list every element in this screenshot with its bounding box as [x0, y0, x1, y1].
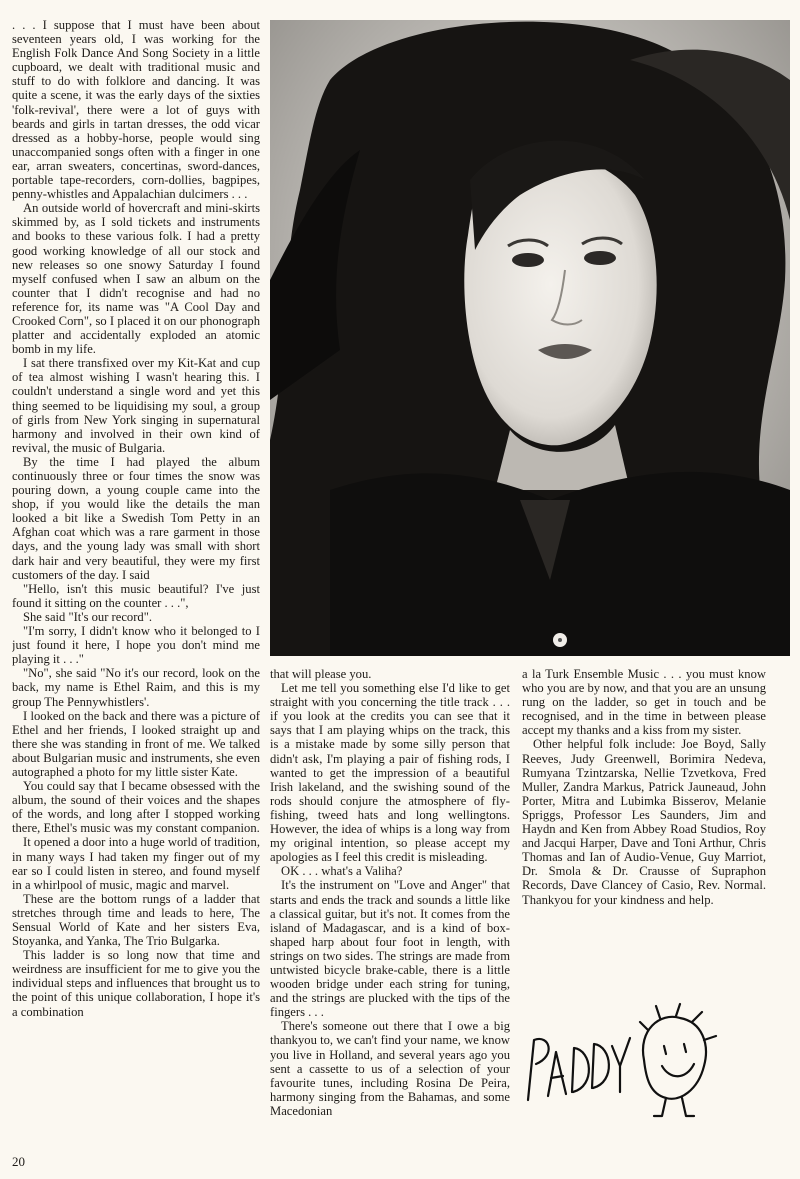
text-column-2	[270, 667, 510, 1152]
paragraph: It opened a door into a huge world of tradition, in many ways I had taken my finger out of my ear so I could listen in stereo, and found myself in a whirlpool of music, magic and marvel.	[12, 835, 260, 892]
text-column-1	[12, 18, 260, 1150]
signature-text: PADDY	[520, 1000, 524, 1001]
paragraph: She said "It's our record".	[23, 609, 153, 624]
paragraph: "No", she said "No it's our record, look on the back, my name is Ethel Raim, and this is my group The Pennywhistlers'.	[12, 666, 260, 709]
paragraph: There's someone out there that I owe a big thankyou to, we can't find your name, we know you live in Holland, and several years ago you sent a cassette to us of a selection of your favourite tunes, including Rosina De Peira, harmony singing from the Bahamas, and some Macedonian	[270, 1019, 510, 1118]
paragraph: "I'm sorry, I didn't know who it belonged to I just found it here, I hope you don't mind me playing it . . ."	[12, 624, 260, 667]
paragraph: I looked on the back and there was a picture of Ethel and her friends, I looked straight up and there she was standing in front of me. We talked about Bulgarian music and instruments, she even autographed a photo for my little sister Kate.	[12, 708, 260, 779]
paragraph: By the time I had played the album continuously three or four times the snow was pouring down, a young couple came into the shop, if you would like the details the man looked a bit like a Swedish Tom Petty in an Afghan coat which was a rare garment in those days, and the young lady was small with short dark hair and very beautiful, they were my first customers of the day. I said	[12, 454, 260, 582]
paragraph: that will please you.	[270, 667, 372, 681]
paragraph: I sat there transfixed over my Kit-Kat and cup of tea almost wishing I wasn't hearing this. I couldn't understand a single word and yet this thing seemed to be liquidising my soul, a group of girls from New York singing in supernatural harmony and involved in their own kind of revival, the music of Bulgaria.	[12, 356, 260, 455]
paragraph: . . . I suppose that I must have been about seventeen years old, I was working for the English Folk Dance And Song Society in a little cupboard, we dealt with traditional music and stuff to do with folklore and dancing. It was quite a scene, it was the early days of the sixties 'folk-revival', there were a lot of guys with beards and girls in tartan dresses, the odd vicar dressed as a hobby-horse, people would sing unaccompanied songs often with a finger in one ear, arran sweaters, concertinas, sword-dances, portable tape-recorders, corn-dollies, bagpipes, penny-whistles and Appalachian dulcimers . . .	[12, 18, 260, 202]
paragraph: You could say that I became obsessed with the album, the sound of their voices and the shapes of the words, and long after I stopped working there, Ethel's music was my constant companion.	[12, 779, 260, 836]
paragraph: a la Turk Ensemble Music . . . you must know who you are by now, and that you are an unsung rung on the ladder, so get in touch and be recognised, and in the time in between please accept my thanks and a kiss from my sister.	[522, 667, 766, 738]
paragraph: This ladder is so long now that time and weirdness are insufficient for me to give you the individual steps and influences that brought us to the point of this unique collaboration, I hope it's a combination	[12, 948, 260, 1019]
portrait-photo	[270, 20, 790, 656]
paragraph: An outside world of hovercraft and mini-skirts skimmed by, as I sold tickets and instruments and books to these various folk. I had a pretty good working knowledge of all our stock and new releases so one snowy Saturday I found myself confused when I saw an album on the counter that I didn't recognise and had no reference for, its name was "A Cool Day and Crooked Corn", so I placed it on our phonograph platter and accidentally exploded an atomic bomb in my life.	[12, 201, 260, 357]
paragraph: These are the bottom rungs of a ladder that stretches through time and leads to here, The Sensual World of Kate and her sisters Eva, Stoyanka, and Yanka, The Trio Bulgarka.	[12, 891, 260, 949]
paragraph: OK . . . what's a Valiha?	[281, 864, 403, 879]
signature-doodle	[520, 1000, 720, 1120]
page-number: 20	[12, 1154, 25, 1169]
paragraph: Let me tell you something else I'd like to get straight with you concerning the title track . . . if you look at the credits you can see that it says that I am playing whips on the track, this is a mistake made by some silly person that didn't ask, I'm playing a pair of fishing rods, I wanted to get the impression of a beautiful Irish lakeland, and the swishing sound of the rods should conjure the atmosphere of fly-fishing, tweed hats and long wellingtons. However, the idea of whips is a long way from my original intention, so please accept my apologies as I feel this credit is misleading.	[270, 681, 510, 865]
text-column-3	[522, 667, 766, 967]
paragraph: It's the instrument on "Love and Anger" that starts and ends the track and sounds a little like a classical guitar, but it's not. It comes from the island of Madagascar, and is a kind of box-shaped harp about four foot in length, with strings on two sides. The strings are made from untwisted bicycle brake-cable, there is a little wooden bridge under each string for tuning, and the strings are plucked with the tips of the fingers . . .	[270, 878, 510, 1020]
paragraph: "Hello, isn't this music beautiful? I've just found it sitting on the counter . . .",	[12, 581, 260, 610]
paragraph: Other helpful folk include: Joe Boyd, Sally Reeves, Judy Greenwell, Borimira Nedeva, Rumyana Tzintzarska, Nellie Tzvetkova, Fred Muller, Zandra Markus, Patrick Jauneaud, John Porter, Mitra and Lubimka Bisserov, Melanie Spriggs, Professor Les Saunders, Jim and Haydn and Ken from Abbey Road Studios, Roy and Jacqui Harper, Dave and Toni Arthur, Chris Thomas and Ian of Audio-Venue, Guy Marriot, Dr. Smola & Dr. Crausse of Supraphon Records, Dave Clancey of Casio, Rev. Normal. Thankyou for your kindness and help.	[522, 737, 766, 907]
